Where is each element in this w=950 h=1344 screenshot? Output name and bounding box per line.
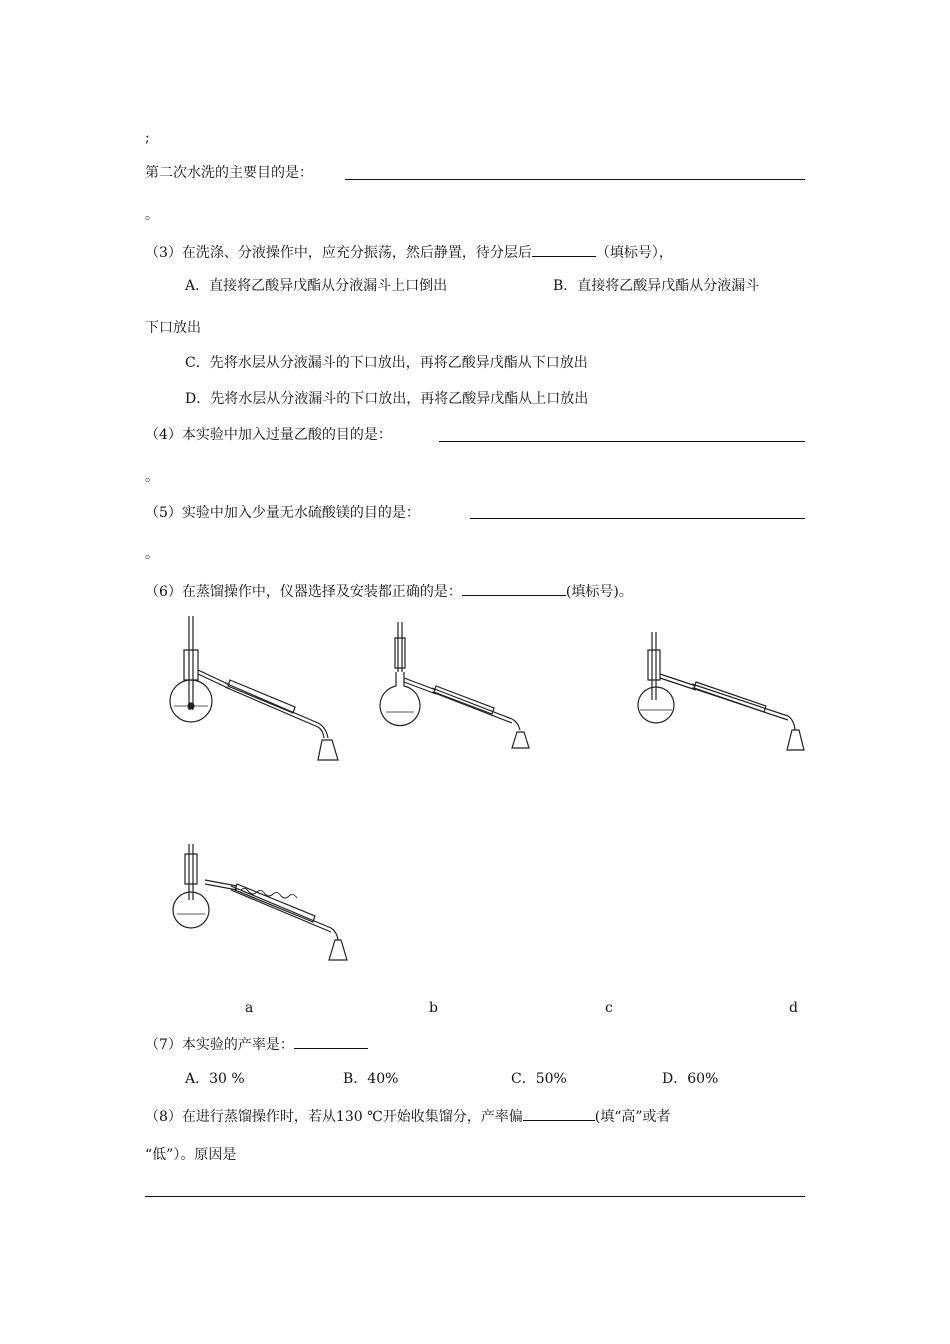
distillation-apparatus-a-icon	[170, 610, 350, 760]
apparatus-label-d: d	[789, 1000, 798, 1016]
answer-blank-q8-reason[interactable]	[145, 1196, 805, 1197]
semicolon-line: ;	[145, 130, 150, 146]
q7-option-b: B．40%	[343, 1071, 399, 1087]
answer-blank-q4[interactable]	[439, 441, 805, 442]
apparatus-label-a: a	[245, 1000, 254, 1016]
q3-option-c: C．先将水层从分液漏斗的下口放出，再将乙酸异戊酯从下口放出	[185, 355, 588, 371]
question-3: （3）在洗涤、分液操作中，应充分振荡，然后静置，待分层后 （填标号），	[145, 241, 673, 263]
q3-option-a: A．直接将乙酸异戊酯从分液漏斗上口倒出	[185, 278, 448, 294]
question-8: （8）在进行蒸馏操作时，若从130 ℃开始收集馏分，产率偏 (填“高”或者	[145, 1105, 671, 1127]
answer-blank-q7[interactable]	[294, 1033, 368, 1049]
q3-option-b: B．直接将乙酸异戊酯从分液漏斗	[553, 278, 760, 294]
answer-blank-q8[interactable]	[523, 1105, 595, 1121]
apparatus-label-c: c	[605, 1000, 613, 1016]
q3-option-d: D．先将水层从分液漏斗的下口放出，再将乙酸异戊酯从上口放出	[185, 391, 589, 407]
question-8-continuation: “低”）。原因是	[145, 1147, 237, 1163]
distillation-apparatus-d-icon	[175, 840, 350, 965]
question-5: （5）实验中加入少量无水硫酸镁的目的是：	[145, 505, 420, 521]
distillation-apparatus-c-icon	[636, 630, 811, 755]
period-line-3: 。	[145, 546, 159, 562]
question-7: （7）本实验的产率是：	[145, 1033, 368, 1055]
answer-blank-q3[interactable]	[532, 241, 596, 257]
question-4: （4）本实验中加入过量乙酸的目的是：	[145, 427, 392, 443]
period-line-1: 。	[145, 207, 159, 223]
q7-option-d: D．60%	[662, 1071, 719, 1087]
answer-blank-second-wash[interactable]	[345, 179, 805, 180]
answer-blank-q6[interactable]	[462, 580, 566, 596]
q3-option-b-continuation: 下口放出	[145, 320, 201, 336]
question-second-wash: 第二次水洗的主要目的是：	[145, 165, 313, 181]
apparatus-label-b: b	[429, 1000, 438, 1016]
question-6: （6）在蒸馏操作中，仪器选择及安装都正确的是： (填标号)。	[145, 580, 633, 602]
q7-option-c: C．50%	[511, 1071, 567, 1087]
period-line-2: 。	[145, 469, 159, 485]
q7-option-a: A．30 %	[185, 1071, 245, 1087]
answer-blank-q5[interactable]	[470, 518, 805, 519]
distillation-apparatus-b-icon	[384, 620, 534, 755]
